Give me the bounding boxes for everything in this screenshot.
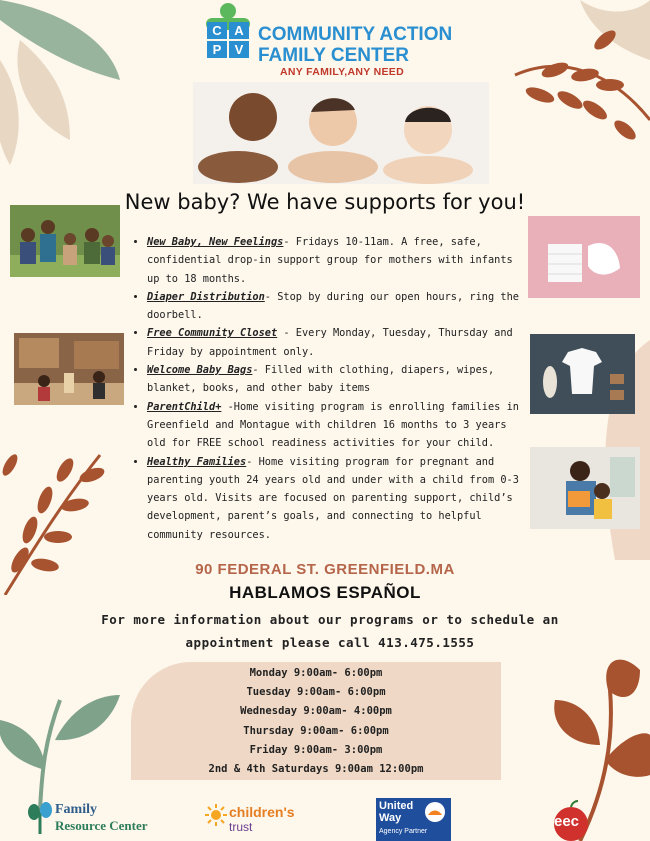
headline: New baby? We have supports for you!	[124, 190, 526, 214]
program-description: - Fridays 10-11am. A free, safe, confidential drop-in support group for mothers with infants up to 18 months.	[147, 236, 513, 285]
program-title: New Baby, New Feelings	[147, 236, 284, 248]
hours-row: Thursday 9:00am- 6:00pm	[243, 724, 389, 737]
leaf-decoration-bottom-left	[0, 680, 120, 810]
program-title: ParentChild+	[147, 400, 222, 413]
logo-letter-p: P	[212, 42, 222, 57]
list-item	[147, 398, 528, 453]
frc-line-1: Family	[55, 802, 97, 817]
organization-title	[258, 24, 452, 66]
uw-line-1: United	[379, 800, 414, 812]
eec-text: eec	[554, 813, 580, 830]
list-item	[147, 453, 528, 544]
program-description: - Every Monday, Tuesday, Thursday and Friday by appointment only.	[147, 327, 513, 358]
frc-line-2: Resource Center	[55, 818, 148, 833]
logo-letter-a: A	[234, 23, 244, 38]
hours-row: Monday 9:00am- 6:00pm	[249, 667, 383, 679]
contact-info	[60, 608, 600, 654]
logo-letter-v: V	[234, 42, 244, 57]
program-description: - Stop by during our open hours, ring the doorbell.	[147, 290, 519, 322]
family-photo	[10, 205, 120, 277]
family-resource-center-logo	[25, 800, 160, 836]
program-description: -Home visiting program is enrolling families in Greenfield and Montague with children 16 months to 3 years old for FREE school readiness activities for your child.	[147, 400, 519, 450]
leaf-decoration-top-left	[0, 0, 140, 170]
uw-line-3: Agency Partner	[379, 828, 428, 835]
eec-logo	[548, 800, 594, 841]
program-list	[133, 233, 528, 544]
list-item	[147, 324, 528, 361]
list-item	[147, 361, 528, 398]
spanish-notice: HABLAMOS ESPAÑOL	[229, 583, 421, 602]
program-description: - Filled with clothing, diapers, wipes, blanket, books, and other baby items	[147, 364, 495, 395]
program-title: Diaper Distribution	[147, 290, 265, 303]
program-title: Healthy Families	[147, 455, 247, 468]
babies-photo	[193, 82, 489, 184]
title-line-1: COMMUNITY ACTION	[258, 24, 453, 45]
program-title: Free Community Closet	[147, 327, 278, 340]
contact-line-1: For more information about our programs or to schedule an	[101, 612, 559, 627]
baby-clothes-photo	[530, 334, 635, 414]
hours-row: Wednesday 9:00am- 4:00pm	[240, 705, 392, 718]
hours-row: Friday 9:00am- 3:00pm	[249, 743, 383, 756]
program-title: Welcome Baby Bags	[147, 364, 253, 377]
leaf-decoration-top-right	[500, 0, 650, 150]
diapers-photo	[528, 216, 640, 298]
capv-logo	[203, 2, 253, 60]
hours-row: Tuesday 9:00am- 6:00pm	[246, 686, 386, 699]
uw-line-2: Way	[379, 812, 402, 824]
classroom-photo	[14, 333, 124, 405]
title-line-2: FAMILY CENTER	[258, 45, 409, 66]
hours-row: 2nd & 4th Saturdays 9:00am 12:00pm	[208, 763, 424, 776]
list-item	[147, 288, 528, 325]
logo-letter-c: C	[212, 23, 222, 38]
tagline: ANY FAMILY,ANY NEED	[280, 66, 404, 78]
ct-line-1: children's	[229, 804, 295, 820]
ct-line-2: trust	[229, 820, 253, 834]
reading-photo	[530, 447, 640, 529]
childrens-trust-logo	[205, 800, 300, 836]
program-description: - Home visiting program for pregnant and parenting youth 24 years old and under with a child from 0-3 years old. Visits are focused on parenting support, child’s development, parent’s goals, and connecting to helpful community resources.	[147, 455, 519, 541]
united-way-logo	[376, 798, 451, 841]
contact-line-2: appointment please call 413.475.1555	[185, 635, 475, 650]
list-item	[147, 233, 528, 288]
hours-list	[131, 664, 501, 779]
address: 90 FEDERAL ST. GREENFIELD.MA	[195, 561, 455, 578]
